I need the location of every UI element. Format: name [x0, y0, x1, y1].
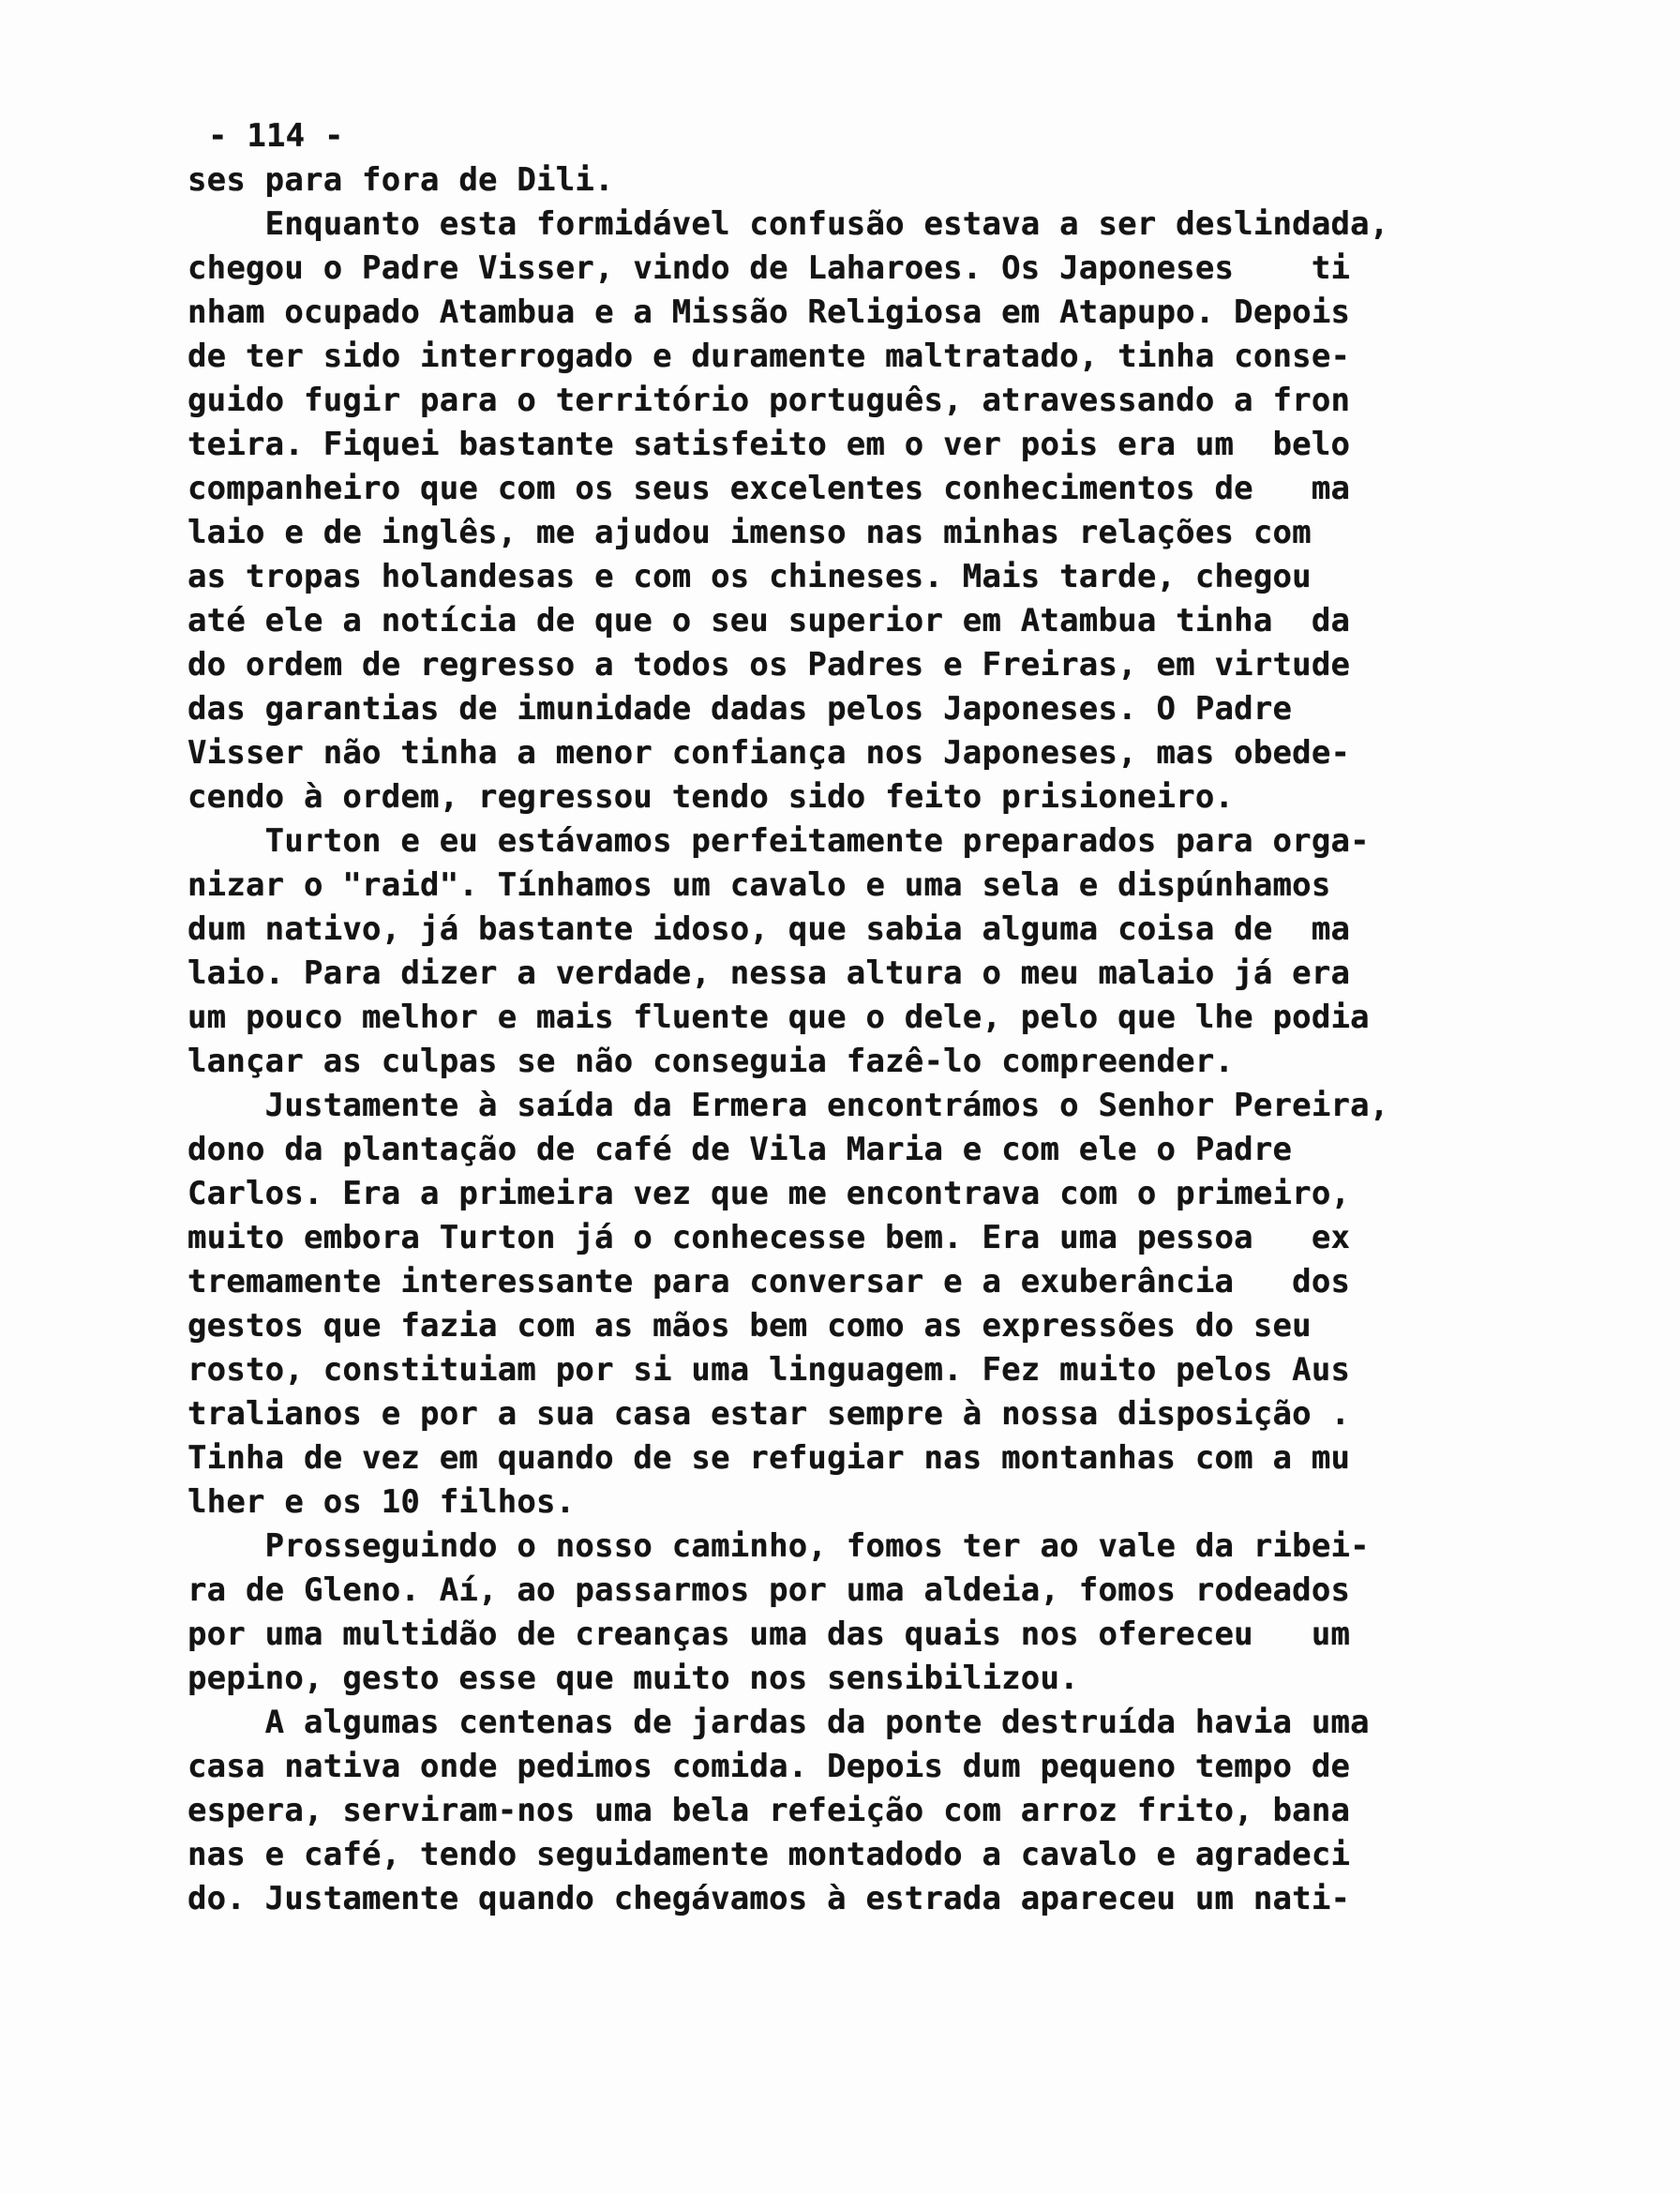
text-line: tremamente interessante para conversar e a exuberância dos: [188, 1263, 1351, 1300]
text-line: Prosseguindo o nosso caminho, fomos ter ao vale da ribei-: [188, 1527, 1370, 1565]
text-line: laio. Para dizer a verdade, nessa altura o meu malaio já era: [188, 954, 1351, 992]
text-line: lançar as culpas se não conseguia fazê-lo compreender.: [188, 1043, 1235, 1080]
text-line: Tinha de vez em quando de se refugiar nas montanhas com a mu: [188, 1439, 1351, 1477]
text-line: do ordem de regresso a todos os Padres e Freiras, em virtude: [188, 646, 1351, 684]
text-line: por uma multidão de creanças uma das quais nos ofereceu um: [188, 1615, 1351, 1653]
text-line: companheiro que com os seus excelentes conhecimentos de ma: [188, 470, 1351, 507]
text-line: Visser não tinha a menor confiança nos Japoneses, mas obede-: [188, 734, 1351, 772]
text-line: muito embora Turton já o conhecesse bem. Era uma pessoa ex: [188, 1219, 1351, 1256]
text-line: nham ocupado Atambua e a Missão Religiosa em Atapupo. Depois: [188, 293, 1351, 331]
text-line: até ele a notícia de que o seu superior em Atambua tinha da: [188, 602, 1351, 639]
text-line: chegou o Padre Visser, vindo de Laharoes. Os Japoneses ti: [188, 249, 1351, 287]
text-line: nas e café, tendo seguidamente montadodo a cavalo e agradeci: [188, 1836, 1351, 1873]
text-line: Justamente à saída da Ermera encontrámos o Senhor Pereira,: [188, 1087, 1389, 1124]
text-line: Enquanto esta formidável confusão estava a ser deslindada,: [188, 205, 1389, 243]
page-number: - 114 -: [208, 117, 344, 155]
text-line: cendo à ordem, regressou tendo sido feito prisioneiro.: [188, 778, 1235, 816]
text-line: nizar o "raid". Tínhamos um cavalo e uma sela e dispúnhamos: [188, 866, 1331, 904]
text-line: A algumas centenas de jardas da ponte destruída havia uma: [188, 1704, 1370, 1741]
text-line: guido fugir para o território português, atravessando a fron: [188, 382, 1351, 419]
text-line: das garantias de imunidade dadas pelos Japoneses. O Padre: [188, 690, 1293, 728]
text-line: dono da plantação de café de Vila Maria e com ele o Padre: [188, 1131, 1293, 1168]
text-line: teira. Fiquei bastante satisfeito em o ver pois era um belo: [188, 426, 1351, 463]
text-line: laio e de inglês, me ajudou imenso nas minhas relações com: [188, 514, 1312, 551]
text-line: dum nativo, já bastante idoso, que sabia alguma coisa de ma: [188, 910, 1351, 948]
text-line: as tropas holandesas e com os chineses. Mais tarde, chegou: [188, 558, 1312, 595]
text-line: lher e os 10 filhos.: [188, 1483, 576, 1521]
text-line: Turton e eu estávamos perfeitamente preparados para orga-: [188, 822, 1370, 860]
text-line: um pouco melhor e mais fluente que o dele, pelo que lhe podia: [188, 999, 1370, 1036]
text-line: do. Justamente quando chegávamos à estrada apareceu um nati-: [188, 1880, 1351, 1917]
text-line: ses para fora de Dili.: [188, 161, 614, 199]
text-line: de ter sido interrogado e duramente maltratado, tinha conse-: [188, 338, 1351, 375]
text-line: Carlos. Era a primeira vez que me encontrava com o primeiro,: [188, 1175, 1351, 1212]
text-line: ra de Gleno. Aí, ao passarmos por uma aldeia, fomos rodeados: [188, 1571, 1351, 1609]
text-line: espera, serviram-nos uma bela refeição com arroz frito, bana: [188, 1792, 1351, 1829]
text-line: gestos que fazia com as mãos bem como as expressões do seu: [188, 1307, 1312, 1345]
text-line: pepino, gesto esse que muito nos sensibilizou.: [188, 1660, 1079, 1697]
text-line: casa nativa onde pedimos comida. Depois dum pequeno tempo de: [188, 1748, 1351, 1785]
typescript-body: [188, 114, 1612, 1921]
text-line: tralianos e por a sua casa estar sempre à nossa disposição .: [188, 1395, 1351, 1433]
text-line: rosto, constituiam por si uma linguagem. Fez muito pelos Aus: [188, 1351, 1351, 1389]
